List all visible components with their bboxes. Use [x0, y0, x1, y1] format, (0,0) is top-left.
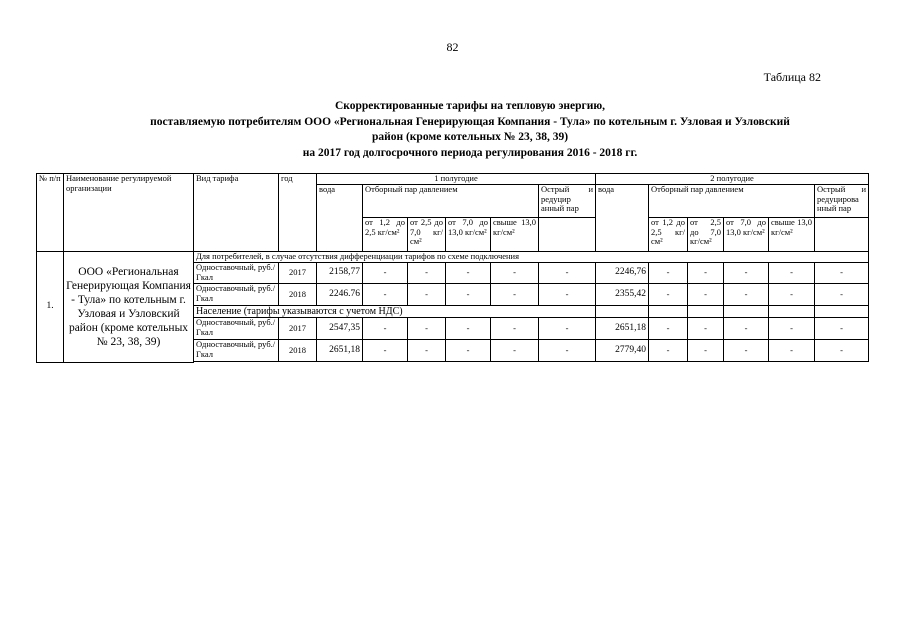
dash-cell: -	[769, 284, 815, 306]
dash-cell: -	[724, 318, 769, 340]
dash-cell: -	[724, 284, 769, 306]
header-half-2: 2 полугодие	[596, 174, 869, 185]
h1-water-value: 2158,77	[317, 263, 363, 284]
dash-cell: -	[769, 340, 815, 362]
dash-cell: -	[724, 263, 769, 284]
empty-cell	[815, 306, 869, 318]
header-h1-p1: от 1,2 до 2,5 кг/см²	[363, 218, 408, 252]
header-h1-sharp-empty	[539, 218, 596, 252]
tariff-type-cell: Одноставочный, руб./Гкал	[194, 340, 279, 362]
dash-cell: -	[649, 284, 688, 306]
dash-cell: -	[408, 284, 446, 306]
year-cell: 2018	[279, 284, 317, 306]
dash-cell: -	[539, 340, 596, 362]
header-h2-sharp: Острый и редуцирова нный пар	[815, 185, 869, 218]
tariff-type-cell: Одноставочный, руб./Гкал	[194, 263, 279, 284]
header-row-1	[37, 174, 869, 185]
dash-cell: -	[815, 340, 869, 362]
empty-cell	[769, 306, 815, 318]
header-tariff-type: Вид тарифа	[194, 174, 279, 252]
header-h2-p4: свыше 13,0 кг/см²	[769, 218, 815, 252]
section-row-consumers	[37, 252, 869, 263]
dash-cell: -	[815, 284, 869, 306]
header-h2-p2: от 2,5 до 7,0 кг/см²	[688, 218, 724, 252]
header-org: Наименование регулируемой организации	[64, 174, 194, 252]
year-cell: 2017	[279, 318, 317, 340]
dash-cell: -	[363, 263, 408, 284]
header-h1-p2: от 2,5 до 7,0 кг/см²	[408, 218, 446, 252]
title-line-1: Скорректированные тарифы на тепловую энергию,	[334, 100, 606, 112]
header-h2-p3: от 7,0 до 13,0 кг/см²	[724, 218, 769, 252]
dash-cell: -	[363, 318, 408, 340]
dash-cell: -	[769, 318, 815, 340]
year-cell: 2017	[279, 263, 317, 284]
h1-water-value: 2547,35	[317, 318, 363, 340]
dash-cell: -	[688, 318, 724, 340]
page-number: 82	[446, 40, 459, 54]
year-cell: 2018	[279, 340, 317, 362]
header-h2-steam: Отборный пар давлением	[649, 185, 815, 218]
h1-water-value: 2651,18	[317, 340, 363, 362]
org-index: 1.	[37, 252, 64, 363]
org-name: ООО «Региональная Генерирующая Компания - Тула» по котельным г. Узловая и Узловский район (кроме котельных № 23, 38, 39)	[64, 252, 194, 363]
dash-cell: -	[688, 340, 724, 362]
dash-cell: -	[688, 284, 724, 306]
table-label: Таблица 82	[763, 70, 821, 84]
dash-cell: -	[491, 318, 539, 340]
document-title	[80, 99, 860, 161]
dash-cell: -	[446, 263, 491, 284]
dash-cell: -	[446, 340, 491, 362]
header-year: год	[279, 174, 317, 252]
empty-cell	[596, 306, 649, 318]
dash-cell: -	[408, 318, 446, 340]
header-h1-sharp: Острый и редуцир анный пар	[539, 185, 596, 218]
title-line-3: район (кроме котельных № 23, 38, 39)	[371, 131, 569, 143]
dash-cell: -	[539, 263, 596, 284]
h2-water-value: 2779,40	[596, 340, 649, 362]
dash-cell: -	[539, 284, 596, 306]
empty-cell	[724, 306, 769, 318]
header-num: № п/п	[37, 174, 64, 252]
header-h1-p4: свыше 13,0 кг/см²	[491, 218, 539, 252]
spacer-row	[37, 362, 869, 363]
dash-cell: -	[649, 318, 688, 340]
dash-cell: -	[539, 318, 596, 340]
h2-water-value: 2355,42	[596, 284, 649, 306]
h2-water-value: 2246,76	[596, 263, 649, 284]
spacer-cell	[37, 362, 769, 363]
header-h1-p3: от 7,0 до 13,0 кг/см²	[446, 218, 491, 252]
header-h2-sharp-empty	[815, 218, 869, 252]
dash-cell: -	[769, 263, 815, 284]
tariff-table	[36, 173, 869, 363]
section-population: Население (тарифы указываются с учетом НДС)	[194, 306, 596, 318]
dash-cell: -	[688, 263, 724, 284]
dash-cell: -	[363, 340, 408, 362]
h2-water-value: 2651,18	[596, 318, 649, 340]
dash-cell: -	[446, 318, 491, 340]
dash-cell: -	[408, 340, 446, 362]
dash-cell: -	[363, 284, 408, 306]
dash-cell: -	[491, 340, 539, 362]
header-h2-water: вода	[596, 185, 649, 252]
h1-water-value: 2246.76	[317, 284, 363, 306]
header-h1-water: вода	[317, 185, 363, 252]
tariff-type-cell: Одноставочный, руб./Гкал	[194, 318, 279, 340]
dash-cell: -	[649, 263, 688, 284]
empty-cell	[649, 306, 688, 318]
title-line-2: поставляемую потребителям ООО «Региональная Генерирующая Компания - Тула» по котельным г. Узловая и Узловский	[150, 115, 790, 128]
section-consumers: Для потребителей, в случае отсутствия дифференциации тарифов по схеме подключения	[194, 252, 869, 263]
dash-cell: -	[446, 284, 491, 306]
dash-cell: -	[815, 263, 869, 284]
title-line-4: на 2017 год долгосрочного периода регулирования 2016 - 2018 гг.	[302, 146, 638, 159]
empty-cell	[688, 306, 724, 318]
header-h1-steam: Отборный пар давлением	[363, 185, 539, 218]
dash-cell: -	[491, 284, 539, 306]
dash-cell: -	[491, 263, 539, 284]
tariff-type-cell: Одноставочный, руб./Гкал	[194, 284, 279, 306]
dash-cell: -	[408, 263, 446, 284]
header-h2-p1: от 1,2 до 2,5 кг/см²	[649, 218, 688, 252]
dash-cell: -	[649, 340, 688, 362]
dash-cell: -	[815, 318, 869, 340]
dash-cell: -	[724, 340, 769, 362]
header-half-1: 1 полугодие	[317, 174, 596, 185]
